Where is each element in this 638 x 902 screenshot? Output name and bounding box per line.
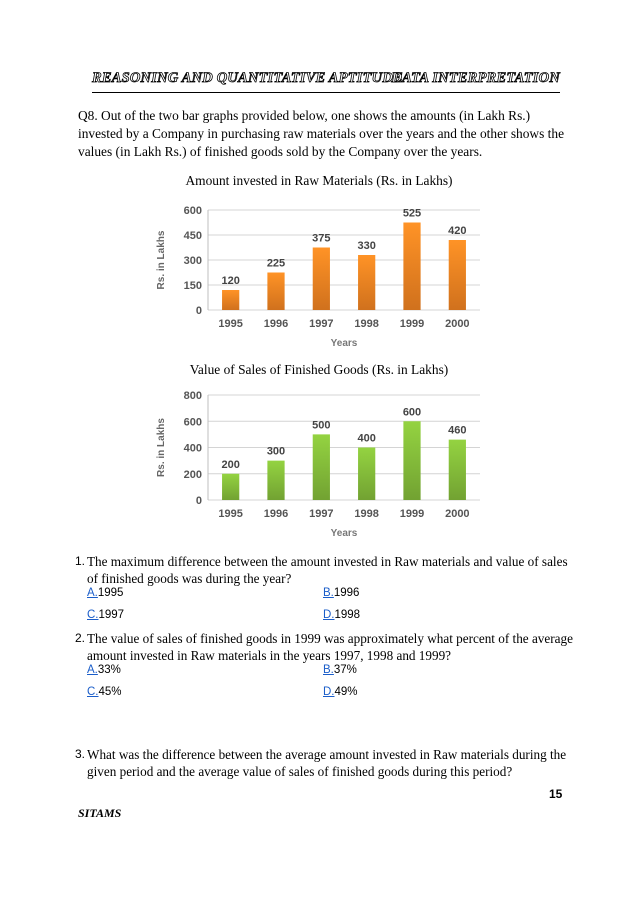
bar [313, 434, 330, 500]
q2-option-c [87, 686, 122, 698]
bar [267, 461, 284, 500]
y-tick-label: 0 [195, 305, 202, 317]
option-link[interactable]: D. [323, 686, 335, 698]
option-value: 1998 [334, 609, 361, 621]
q1-option-a [87, 587, 123, 599]
x-tick-label: 2000 [445, 318, 470, 330]
data-label: 460 [448, 424, 467, 437]
bar [403, 223, 420, 311]
x-tick-label: 1998 [354, 508, 379, 520]
x-axis-label: Years [330, 528, 358, 539]
bar [358, 255, 375, 310]
x-tick-label: 1995 [218, 318, 243, 330]
option-value: 49% [334, 686, 358, 698]
bar [449, 440, 466, 500]
q2-option-a [87, 664, 121, 676]
data-label: 375 [312, 232, 331, 245]
question-number: 3. [75, 747, 86, 761]
option-value: 37% [333, 664, 357, 676]
header-subject: REASONING AND QUANTITATIVE APTITUDE [92, 70, 403, 86]
bar [222, 474, 239, 500]
header-topic: DATA INTERPRETATION [391, 70, 560, 86]
data-label: 120 [221, 275, 240, 287]
data-label: 525 [402, 207, 422, 220]
q1-option-c [87, 609, 124, 621]
question-text: What was the difference between the average amount invested in Raw materials during the given period and the average value of sales of finished goods during this period? [87, 747, 567, 779]
raw-materials-bar-chart [150, 198, 490, 350]
y-tick-label: 400 [183, 442, 202, 455]
option-link[interactable]: A. [87, 587, 98, 599]
option-link[interactable]: C. [87, 686, 99, 698]
y-tick-label: 300 [183, 255, 202, 267]
sales-chart-svg [150, 383, 490, 540]
y-tick-label: 600 [183, 205, 202, 217]
x-tick-label: 1999 [399, 318, 425, 330]
x-tick-label: 2000 [445, 508, 470, 520]
x-tick-label: 1999 [399, 508, 425, 520]
page-footer: SITAMS [78, 806, 122, 820]
option-link[interactable]: D. [323, 609, 335, 621]
question-intro: Q8. Out of the two bar graphs provided below, one shows the amounts (in Lakh Rs.) invested by a Company in purchasing raw materials over the years and the other shows the values (in Lakh Rs.) of finished goods sold by the Company over the years. [78, 108, 565, 159]
option-link[interactable]: C. [87, 609, 99, 621]
data-label: 225 [266, 257, 286, 270]
y-tick-label: 0 [195, 495, 202, 507]
question-number: 1. [75, 554, 86, 568]
question-text: The value of sales of finished goods in 1999 was approximately what percent of the average amount invested in Raw materials in the years 1997, 1998 and 1999? [87, 631, 573, 663]
chart-title-sales: Value of Sales of Finished Goods (Rs. in Lakhs) [189, 362, 449, 377]
raw-materials-chart-svg [150, 198, 490, 350]
bar [403, 421, 420, 500]
y-tick-label: 800 [183, 390, 202, 402]
x-tick-label: 1998 [354, 318, 379, 330]
bar [358, 448, 375, 501]
data-label: 330 [357, 240, 376, 252]
q1-option-b [323, 587, 359, 599]
data-label: 200 [221, 458, 240, 471]
question-2 [75, 630, 575, 664]
y-axis-label: Rs. in Lakhs [156, 418, 167, 477]
y-tick-label: 600 [183, 416, 202, 429]
q2-option-b [323, 664, 357, 676]
question-number: 2. [75, 631, 86, 645]
y-tick-label: 200 [183, 468, 202, 481]
sales-bar-chart [150, 383, 490, 540]
option-value: 1997 [98, 609, 125, 621]
question-3 [75, 746, 575, 780]
x-tick-label: 1995 [218, 508, 243, 520]
bar [449, 240, 466, 310]
q2-option-d [323, 686, 358, 698]
data-label: 300 [266, 445, 286, 458]
bar [267, 273, 284, 311]
bar [222, 290, 239, 310]
y-tick-label: 150 [183, 280, 202, 292]
option-link[interactable]: B. [323, 664, 334, 676]
x-tick-label: 1997 [309, 318, 334, 330]
option-value: 33% [97, 664, 121, 676]
data-label: 600 [402, 406, 422, 419]
question-1 [75, 553, 575, 587]
x-tick-label: 1996 [263, 318, 289, 330]
option-link[interactable]: B. [323, 587, 334, 599]
option-value: 1996 [333, 587, 360, 599]
x-tick-label: 1997 [309, 508, 334, 520]
y-axis-label: Rs. in Lakhs [156, 230, 167, 290]
question-text: The maximum difference between the amount invested in Raw materials and value of sales of finished goods was during the year? [87, 554, 568, 586]
x-axis-label: Years [330, 338, 358, 349]
data-label: 420 [448, 225, 467, 237]
y-tick-label: 450 [183, 230, 202, 242]
x-tick-label: 1996 [263, 508, 289, 520]
page-header [92, 70, 560, 93]
option-value: 1995 [97, 587, 124, 599]
chart-title-raw-materials: Amount invested in Raw Materials (Rs. in Lakhs) [185, 173, 453, 188]
option-link[interactable]: A. [87, 664, 98, 676]
bar [313, 248, 330, 311]
q1-option-d [323, 609, 360, 621]
page-number: 15 [549, 787, 563, 801]
data-label: 400 [357, 432, 376, 445]
option-value: 45% [98, 686, 122, 698]
data-label: 500 [312, 419, 331, 432]
